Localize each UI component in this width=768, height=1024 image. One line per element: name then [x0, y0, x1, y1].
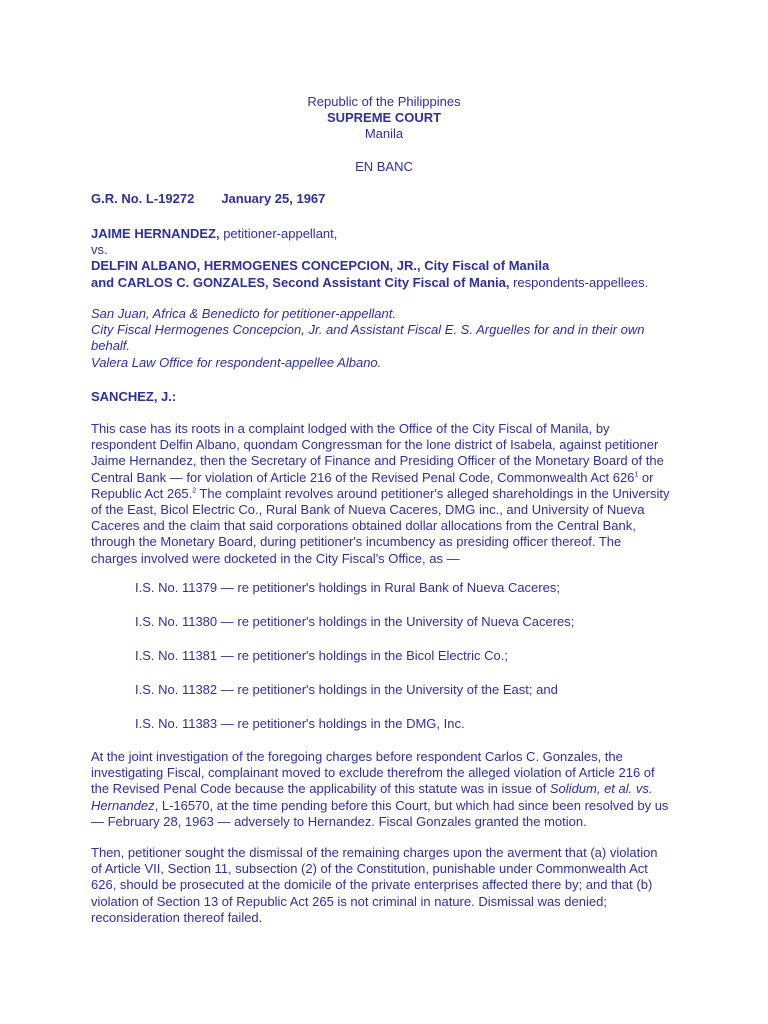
- para1-text: Republic Act 265.: [91, 485, 193, 501]
- para2-line: At the joint investigation of the foregoing charges before respondent Carlos C. Gonzales, the: [91, 749, 623, 764]
- counsel-fiscal-cont: behalf.: [91, 338, 131, 354]
- para2-line: [91, 798, 731, 814]
- para1-line: through the Monetary Board, during petitioner's incumbency as presiding officer thereof. The: [91, 534, 622, 550]
- counsel-fiscal: City Fiscal Hermogenes Concepcion, Jr. and Assistant Fiscal E. S. Arguelles for and in their own: [91, 322, 645, 338]
- petitioner-name: JAIME HERNANDEZ,: [91, 226, 220, 241]
- petitioner-role: petitioner-appellant,: [219, 226, 338, 241]
- versus-label: vs.: [91, 242, 108, 258]
- is-item: I.S. No. 11380 — re petitioner's holdings in the University of Nueva Caceres;: [135, 614, 575, 629]
- para3-line: 626, should be prosecuted at the domicile of the private enterprises affected there by; and that (b): [91, 877, 653, 893]
- parties-block: [91, 226, 731, 291]
- para1-line: charges involved were docketed in the City Fiscal's Office, as —: [91, 550, 460, 566]
- para1-line: Caceres and the claim that said corporations obtained dollar allocations from the Central Bank,: [91, 518, 636, 534]
- paragraph-2: [91, 749, 731, 830]
- para1-text: Central Bank — for violation of Article 216 of the Revised Penal Code, Commonwealth Act 626: [91, 469, 635, 485]
- para1-line: [91, 486, 731, 502]
- republic-line: Republic of the Philippines: [307, 94, 461, 109]
- para1-line: This case has its roots in a complaint lodged with the Office of the City Fiscal of Manila, by: [91, 421, 610, 436]
- para2-line: investigating Fiscal, complainant moved to exclude therefrom the alleged violation of Article 216 of: [91, 765, 655, 781]
- para3-line: of Article VII, Section 11, subsection (2) of the Constitution, punishable under Commonwealth Act: [91, 861, 648, 877]
- is-item: I.S. No. 11379 — re petitioner's holdings in Rural Bank of Nueva Caceres;: [135, 580, 560, 595]
- para3-line: Then, petitioner sought the dismissal of the remaining charges upon the averment that (a) violation: [91, 845, 658, 860]
- court-name: SUPREME COURT: [326, 110, 442, 126]
- para2-text: the Revised Penal Code because the applicability of this statute was in issue of: [91, 781, 550, 797]
- counsel-albano: Valera Law Office for respondent-appellee Albano.: [91, 354, 382, 370]
- para1-line: of the East, Bicol Electric Co., Rural Bank of Nueva Caceres, DMG inc., and University of Nueva: [91, 502, 645, 518]
- case-date: January 25, 1967: [221, 191, 326, 206]
- paragraph-1: [91, 421, 731, 567]
- case-number: G.R. No. L-19272: [91, 191, 195, 206]
- court-city: Manila: [364, 126, 404, 142]
- para2-text: , L-16570, at the time pending before this Court, but which had since been resolved by us: [154, 797, 669, 813]
- ponente: SANCHEZ, J.:: [91, 389, 177, 404]
- para2-line: — February 28, 1963 — adversely to Hernandez. Fiscal Gonzales granted the motion.: [91, 813, 587, 829]
- is-item: I.S. No. 11382 — re petitioner's holdings in the University of the East; and: [135, 682, 558, 697]
- is-item: I.S. No. 11383 — re petitioner's holdings in the DMG, Inc.: [135, 716, 465, 731]
- respondents-line-1: DELFIN ALBANO, HERMOGENES CONCEPCION, JR., City Fiscal of Manila: [91, 258, 550, 274]
- counsel-block: [91, 306, 731, 371]
- footnote-1[interactable]: 1: [634, 471, 639, 479]
- footnote-2[interactable]: 2: [192, 487, 197, 495]
- counsel-petitioner: San Juan, Africa & Benedicto for petitioner-appellant.: [91, 306, 396, 321]
- para2-line: [91, 781, 731, 797]
- para3-line: violation of Section 13 of Republic Act 265 is not criminal in nature. Dismissal was denied;: [91, 893, 607, 909]
- case-citation: Hernandez: [91, 797, 155, 813]
- para1-line: [91, 470, 731, 486]
- para1-text: The complaint revolves around petitioner's alleged shareholdings in the University: [196, 485, 670, 501]
- respondents-line-2: and CARLOS C. GONZALES, Second Assistant City Fiscal of Mania,: [91, 274, 510, 290]
- para1-line: Jaime Hernandez, then the Secretary of Finance and Presiding Officer of the Monetary Board of the: [91, 453, 664, 469]
- case-number-row: [91, 191, 325, 207]
- para3-line: reconsideration thereof failed.: [91, 909, 263, 925]
- para1-line: respondent Delfin Albano, quondam Congressman for the lone district of Isabela, against petitioner: [91, 437, 659, 453]
- division-label: EN BANC: [355, 159, 413, 174]
- court-header: [0, 94, 768, 143]
- respondents-role: respondents-appellees.: [509, 274, 649, 290]
- case-citation: Solidum, et al. vs.: [549, 781, 653, 797]
- is-item: I.S. No. 11381 — re petitioner's holdings in the Bicol Electric Co.;: [135, 648, 508, 663]
- para1-text: or: [638, 469, 654, 485]
- paragraph-3: [91, 845, 731, 926]
